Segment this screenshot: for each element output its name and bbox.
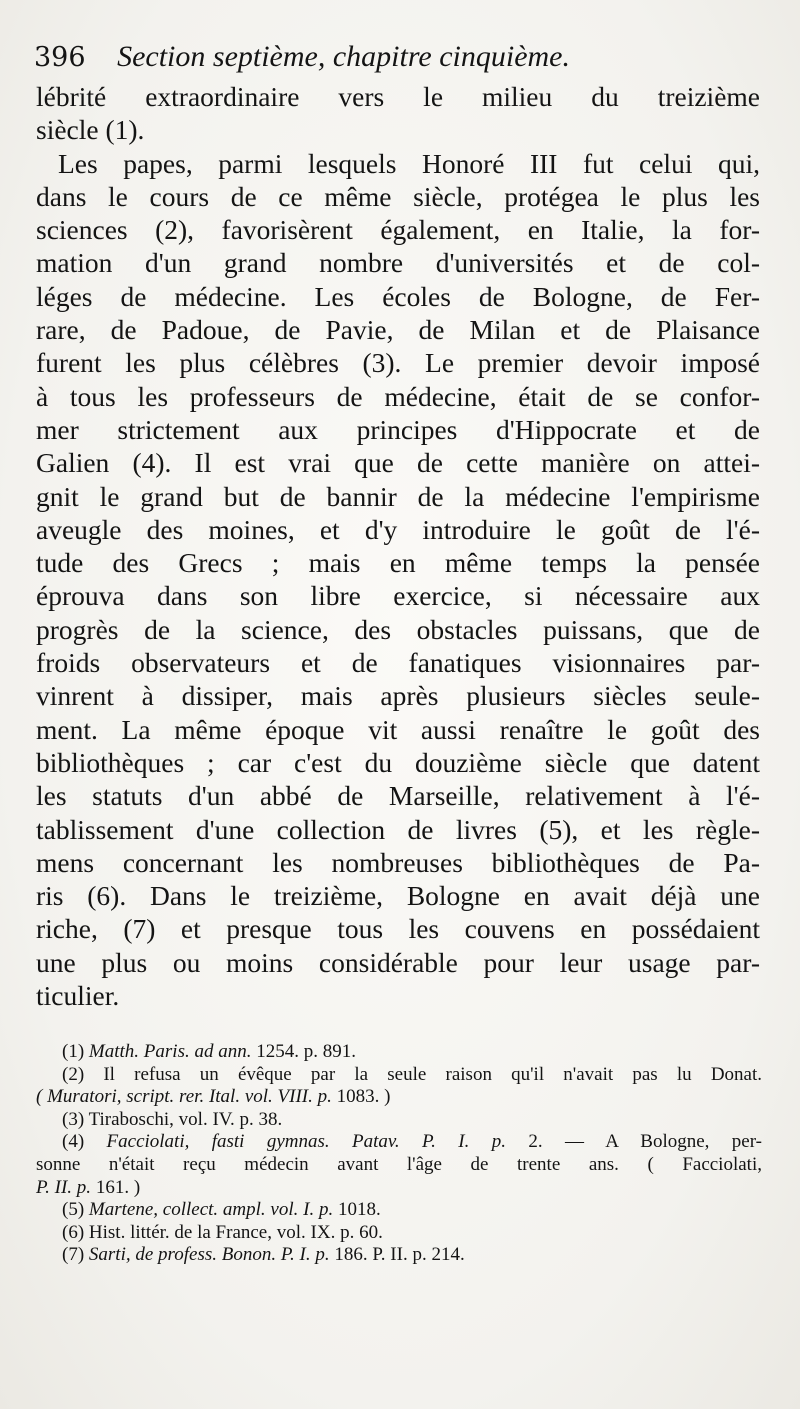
footnote-number: (1) [62,1041,85,1062]
text-line: une plus ou moins considérable pour leur usage par- [36,946,760,978]
footnote-citation: Sarti, de profess. Bonon. P. I. p. [88,1244,330,1266]
footnote-5 [62,1199,762,1222]
chapter-title: Section septième, chapitre cinquième. [117,40,570,73]
text-line: léges de médecine. Les écoles de Bologne, de Fer- [36,280,760,312]
text-line: tude des Grecs ; mais en même temps la pensée [36,547,760,579]
footnote-number: (6) [62,1221,85,1243]
footnote-2-continued [36,1086,762,1109]
footnote-1 [62,1041,762,1064]
text-line: mer strictement aux principes d'Hippocrate et de [36,413,760,445]
footnote-text: 161. ) [91,1176,141,1198]
text-line: Les papes, parmi lesquels Honoré III fut celui qui, [58,147,760,179]
text-line: éprouva dans son libre exercice, si nécessaire aux [36,580,760,612]
text-line: dans le cours de ce même siècle, protégea le plus les [36,180,760,212]
main-text [36,80,760,1012]
running-head [34,40,774,80]
text-line: tablissement d'une collection de livres (5), et les règle- [36,813,760,845]
footnote-number: (3) [62,1108,85,1130]
text-line: ment. La même époque vit aussi renaître le goût des [36,713,760,745]
footnote-number: (5) [62,1199,85,1221]
footnote-citation: Martene, collect. ampl. vol. I. p. [88,1199,334,1221]
footnote-4-continued [36,1177,762,1200]
text-line: furent les plus célèbres (3). Le premier devoir imposé [36,347,760,379]
footnote-number: (4) [62,1131,85,1153]
footnote-7 [62,1244,762,1267]
text-line: rare, de Padoue, de Pavie, de Milan et de Plaisance [36,314,760,346]
footnote-6 [62,1222,762,1245]
footnote-4-continued [36,1154,762,1177]
text-line: ris (6). Dans le treizième, Bologne en avait déjà une [36,880,760,912]
footnote-text: 2. — A Bologne, per- [505,1131,763,1153]
text-line: mens concernant les nombreuses bibliothèques de Pa- [36,846,760,878]
footnote-text: 186. P. II. p. 214. [329,1244,465,1266]
text-line: froids observateurs et de fanatiques visionnaires par- [36,647,760,679]
text-line: Galien (4). Il est vrai que de cette manière on attei- [36,447,760,479]
text-line: siècle (1). [36,114,145,146]
footnote-citation: P. II. p. [36,1176,92,1198]
footnote-3 [62,1109,762,1132]
text-line: sciences (2), favorisèrent également, en Italie, la for- [36,214,760,246]
footnote-citation: ( Muratori, script. rer. Ital. vol. VIII. p. [36,1086,332,1108]
text-line: bibliothèques ; car c'est du douzième siècle que datent [36,746,760,778]
text-line: les statuts d'un abbé de Marseille, relativement à l'é- [36,780,760,812]
footnote-4 [62,1131,762,1154]
text-line: progrès de la science, des obstacles puissans, que de [36,613,760,645]
text-line: ticulier. [36,980,120,1012]
footnote-number: (2) [62,1063,85,1085]
page-number: 396 [34,42,86,73]
footnote-text: Il refusa un évêque par la seule raison qu'il n'avait pas lu Donat. [103,1063,763,1085]
footnote-citation: Facciolati, fasti gymnas. Patav. P. I. p. [106,1131,506,1153]
footnote-2 [62,1064,762,1087]
footnote-separator [36,1025,760,1026]
text-line: aveugle des moines, et d'y introduire le goût de l'é- [36,513,760,545]
footnote-citation: Matth. Paris. ad ann. [88,1041,252,1062]
text-line: à tous les professeurs de médecine, était de se confor- [36,380,760,412]
footnote-text: Tiraboschi, vol. IV. p. 38. [88,1108,283,1130]
footnote-text: Hist. littér. de la France, vol. IX. p. 60. [88,1221,383,1243]
footnote-number: (7) [62,1244,85,1266]
text-line: lébrité extraordinaire vers le milieu du treizième [36,81,760,112]
text-line: gnit le grand but de bannir de la médecine l'empirisme [36,480,760,512]
footnote-text: 1083. ) [331,1086,391,1108]
footnotes [36,1041,763,1267]
text-line: vinrent à dissiper, mais après plusieurs siècles seule- [36,680,760,712]
footnote-text: sonne n'était reçu médecin avant l'âge de trente ans. ( Facciolati, [36,1153,762,1175]
footnote-text: 1254. p. 891. [251,1041,356,1062]
text-line: riche, (7) et presque tous les couvens en possédaient [36,913,760,945]
footnote-text: 1018. [333,1199,381,1221]
text-line: mation d'un grand nombre d'universités et de col- [36,247,760,279]
